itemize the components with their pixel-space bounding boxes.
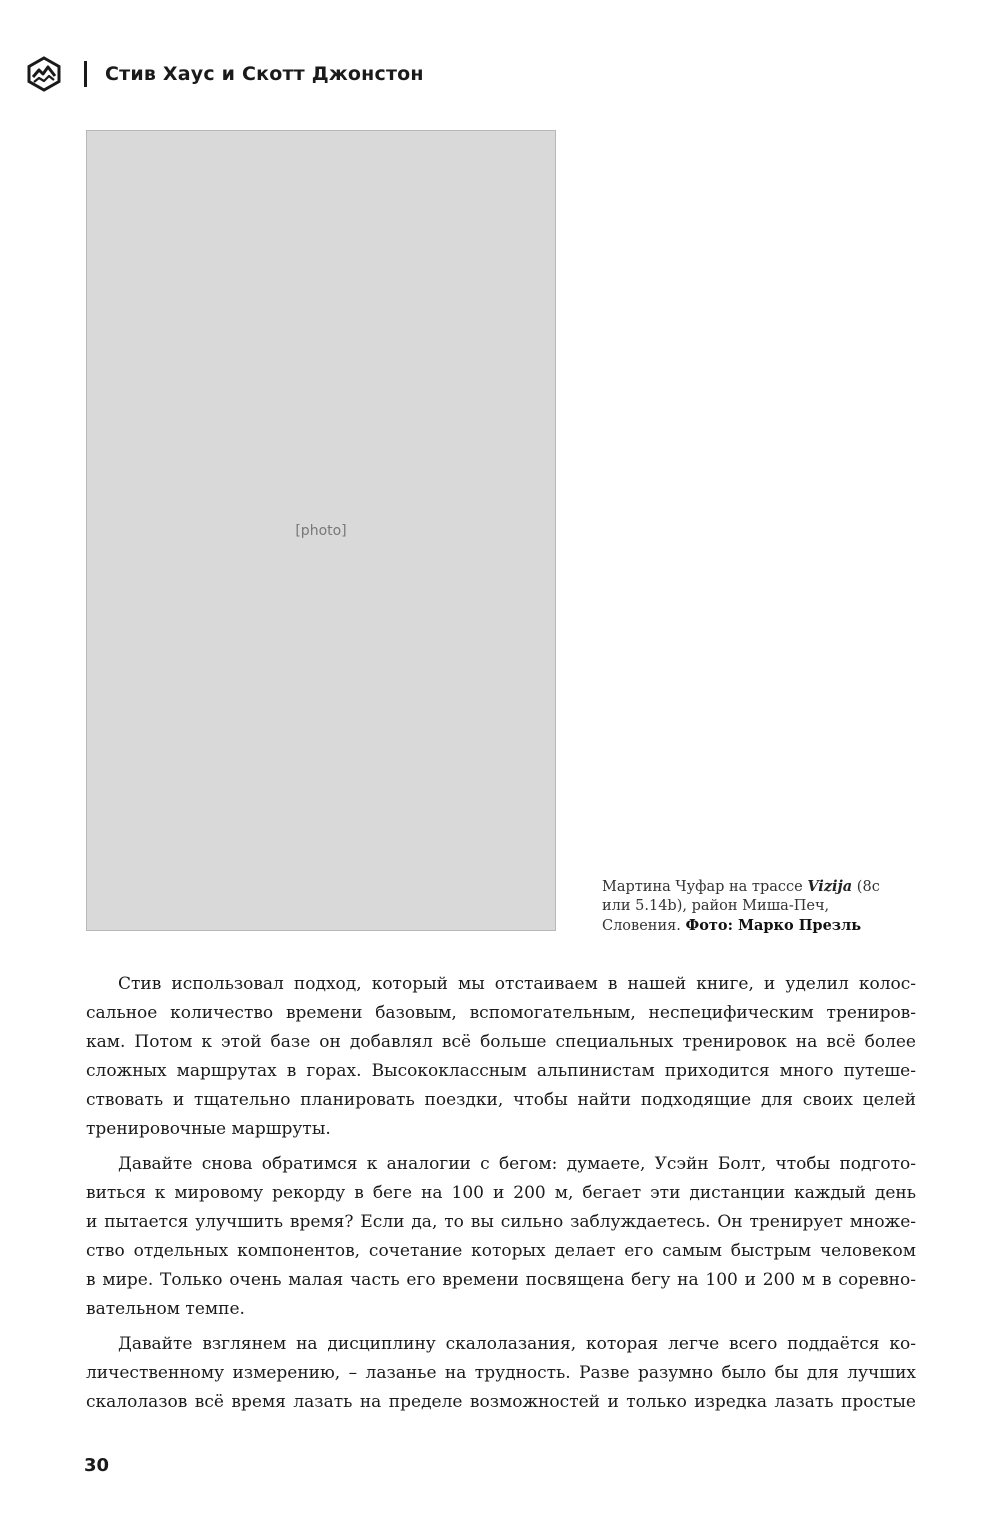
paragraph	[86, 1330, 916, 1417]
text-line: сальное количество времени базовым, вспомогательным, неспецифическим трениров-	[86, 1003, 916, 1023]
mountain-logo-icon	[26, 56, 62, 92]
caption-credit: Фото: Марко Презль	[685, 917, 862, 934]
text-line: в мире. Только очень малая часть его времени посвящена бегу на 100 и 200 м в соревно-	[86, 1270, 916, 1290]
paragraph	[86, 970, 916, 1144]
text-line: сложных маршрутах в горах. Высококлассным альпинистам приходится много путеше-	[86, 1061, 916, 1081]
text-line: кам. Потом к этой базе он добавлял всё больше специальных тренировок на всё более	[86, 1032, 916, 1052]
text-line: тренировочные маршруты.	[86, 1119, 331, 1139]
text-line: скалолазов всё время лазать на пределе возможностей и только изредка лазать простые	[86, 1392, 916, 1412]
text-line: Стив использовал подход, который мы отстаиваем в нашей книге, и уделил колос-	[118, 974, 916, 994]
body-text	[86, 970, 916, 1417]
running-head: Стив Хаус и Скотт Джонстон	[105, 63, 424, 85]
text-line: ствовать и тщательно планировать поездки, чтобы найти подходящие для своих целей	[86, 1090, 916, 1110]
climbing-photo: [photo]	[86, 130, 556, 931]
text-line: Давайте взглянем на дисциплину скалолазания, которая легче всего поддаётся ко-	[118, 1334, 916, 1354]
paragraph	[86, 1150, 916, 1324]
page-number: 30	[84, 1455, 110, 1476]
caption-route-name: Vizija	[807, 878, 853, 895]
caption-middle: (8c или 5.14b), район Миша-Печ, Словения.	[602, 879, 880, 934]
text-line: личественному измерению, – лазанье на трудность. Разве разумно было бы для лучших	[86, 1363, 916, 1383]
page-header	[26, 54, 424, 94]
text-line: вательном темпе.	[86, 1299, 245, 1319]
text-line: Давайте снова обратимся к аналогии с бегом: думаете, Усэйн Болт, чтобы подгото-	[118, 1154, 916, 1174]
text-line: виться к мировому рекорду в беге на 100 и 200 м, бегает эти дистанции каждый день	[86, 1183, 916, 1203]
caption-prefix: Мартина Чуфар на трассе	[602, 879, 808, 895]
header-separator	[84, 61, 87, 87]
text-line: ство отдельных компонентов, сочетание которых делает его самым быстрым человеком	[86, 1241, 916, 1261]
text-line: и пытается улучшить время? Если да, то вы сильно заблуждаетесь. Он тренирует множе-	[86, 1212, 916, 1232]
photo-caption	[602, 877, 902, 936]
